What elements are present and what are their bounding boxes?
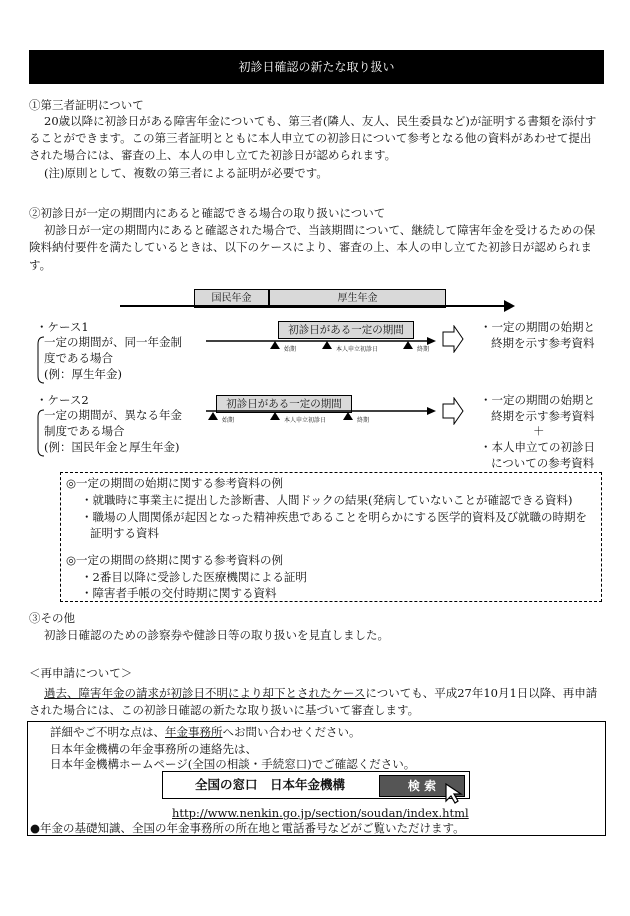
section1-line: 20歳以降に初診日がある障害年金についても、第三者(隣人、友人、民生委員など)が証明する書類を添付す — [44, 114, 597, 128]
case2-result: ・本人申立ての初診日 — [480, 440, 595, 454]
case1-desc: (例：厚生年金) — [44, 367, 122, 381]
info-line: 日本年金機構ホームページ(全国の相談・手続窓口)でご確認ください。 — [50, 757, 416, 771]
search-banner[interactable] — [162, 771, 470, 799]
case1-desc: 一定の期間が、同一年金制 — [44, 335, 182, 349]
reapply-line — [44, 686, 597, 701]
case2-claim-marker — [270, 412, 280, 420]
search-button[interactable]: 検 索 — [379, 775, 465, 797]
case2-result-arrow-icon — [442, 397, 464, 425]
case2-desc: 一定の期間が、異なる年金 — [44, 408, 182, 422]
end-example-item: ・2番目以降に受診した医療機関による証明 — [81, 570, 307, 584]
case2-result: 終期を示す参考資料 — [491, 409, 595, 423]
national-pension-bar: 国民年金 — [194, 289, 269, 308]
info-post: へお問い合わせください。 — [222, 725, 361, 739]
section3-line: 初診日確認のための診察券や健診日等の取り扱いを見直しました。 — [44, 628, 389, 642]
cursor-icon — [444, 782, 466, 804]
info-footer: ●年金の基礎知識、全国の年金事務所の所在地と電話番号などがご覧いただけます。 — [30, 821, 465, 835]
case2-label: ・ケース2 — [36, 393, 89, 407]
case2-result: についての参考資料 — [491, 456, 595, 470]
case1-start-label: 始期 — [284, 346, 297, 353]
section3-heading: ③その他 — [29, 611, 75, 625]
section1-heading: ①第三者証明について — [29, 98, 144, 112]
case1-period-bar: 初診日がある一定の期間 — [278, 321, 414, 339]
case1-end-label: 終期 — [417, 346, 430, 353]
info-line — [50, 725, 361, 740]
pension-office-link[interactable]: 年金事務所 — [165, 725, 223, 739]
case1-result: 終期を示す参考資料 — [491, 336, 595, 350]
case2-claim-label: 本人申立初診日 — [284, 417, 327, 424]
case2-start-label: 始期 — [222, 417, 235, 424]
case1-end-marker — [403, 341, 413, 349]
search-banner-text: 全国の窓口 日本年金機構 — [194, 777, 345, 792]
case2-desc: 制度である場合 — [44, 424, 125, 438]
case2-end-label: 終期 — [357, 417, 370, 424]
reapply-underlined: 過去、障害年金の請求が初診日不明により却下とされたケース — [44, 686, 366, 700]
case2-start-marker — [208, 412, 218, 420]
case1-label: ・ケース1 — [36, 320, 89, 334]
reapply-heading: ＜再申請について＞ — [29, 666, 133, 680]
case1-arrow — [206, 336, 436, 346]
case2-result-plus: ＋ — [533, 424, 545, 438]
website-url-link[interactable]: http://www.nenkin.go.jp/section/soudan/index.html — [172, 806, 469, 820]
section2-line: 険料納付要件を満たしているときは、以下のケースにより、審査の上、本人の申し立てた初診日が認められま — [29, 240, 592, 254]
case1-claim-marker — [322, 341, 332, 349]
start-example-item: 証明する資料 — [90, 526, 159, 540]
start-examples-heading: ◎一定の期間の始期に関する参考資料の例 — [66, 476, 284, 490]
start-example-item: ・職場の人間関係が起因となった精神疾患であることを明らかにする医学的資料及び就職の時期を — [81, 510, 587, 524]
case2-result: ・一定の期間の始期と — [480, 393, 595, 407]
section1-line: ることができます。この第三者証明とともに本人申立ての初診日について参考となる他の資料があわせて提出 — [29, 131, 592, 145]
case1-desc: 度である場合 — [44, 351, 113, 365]
reapply-rest: についても、平成27年10月1日以降、再申請 — [365, 686, 598, 700]
case2-end-marker — [343, 412, 353, 420]
case1-claim-label: 本人申立初診日 — [336, 346, 379, 353]
section1-note: (注)原則として、複数の第三者による証明が必要です。 — [44, 166, 328, 180]
end-examples-heading: ◎一定の期間の終期に関する参考資料の例 — [66, 553, 284, 567]
section1-line: された場合には、審査の上、本人の申し立てた初診日が認められます。 — [29, 148, 397, 162]
section2-line: 初診日が一定の期間内にあると確認された場合で、当該期間について、継続して障害年金を受けるための保 — [44, 223, 596, 237]
case1-result-arrow-icon — [442, 325, 464, 353]
employee-pension-bar: 厚生年金 — [269, 289, 446, 308]
case2-desc: (例：国民年金と厚生年金) — [44, 440, 180, 454]
reapply-line: された場合には、この初診日確認の新たな取り扱いに基づいて審査します。 — [29, 703, 420, 717]
page-title: 初診日確認の新たな取り扱い — [29, 50, 604, 84]
timeline-arrow — [120, 299, 515, 313]
case1-result: ・一定の期間の始期と — [480, 320, 595, 334]
info-pre: 詳細やご不明な点は、 — [50, 725, 165, 739]
section2-line: す。 — [29, 258, 52, 272]
section2-heading: ②初診日が一定の期間内にあると確認できる場合の取り扱いについて — [29, 206, 386, 220]
case1-start-marker — [270, 341, 280, 349]
case2-period-bar: 初診日がある一定の期間 — [216, 395, 352, 413]
start-example-item: ・就職時に事業主に提出した診断書、人間ドックの結果(発病していないことが確認できる資料) — [81, 493, 573, 507]
end-example-item: ・障害者手帳の交付時期に関する資料 — [81, 586, 277, 600]
info-line: 日本年金機構の年金事務所の連絡先は、 — [50, 742, 257, 756]
